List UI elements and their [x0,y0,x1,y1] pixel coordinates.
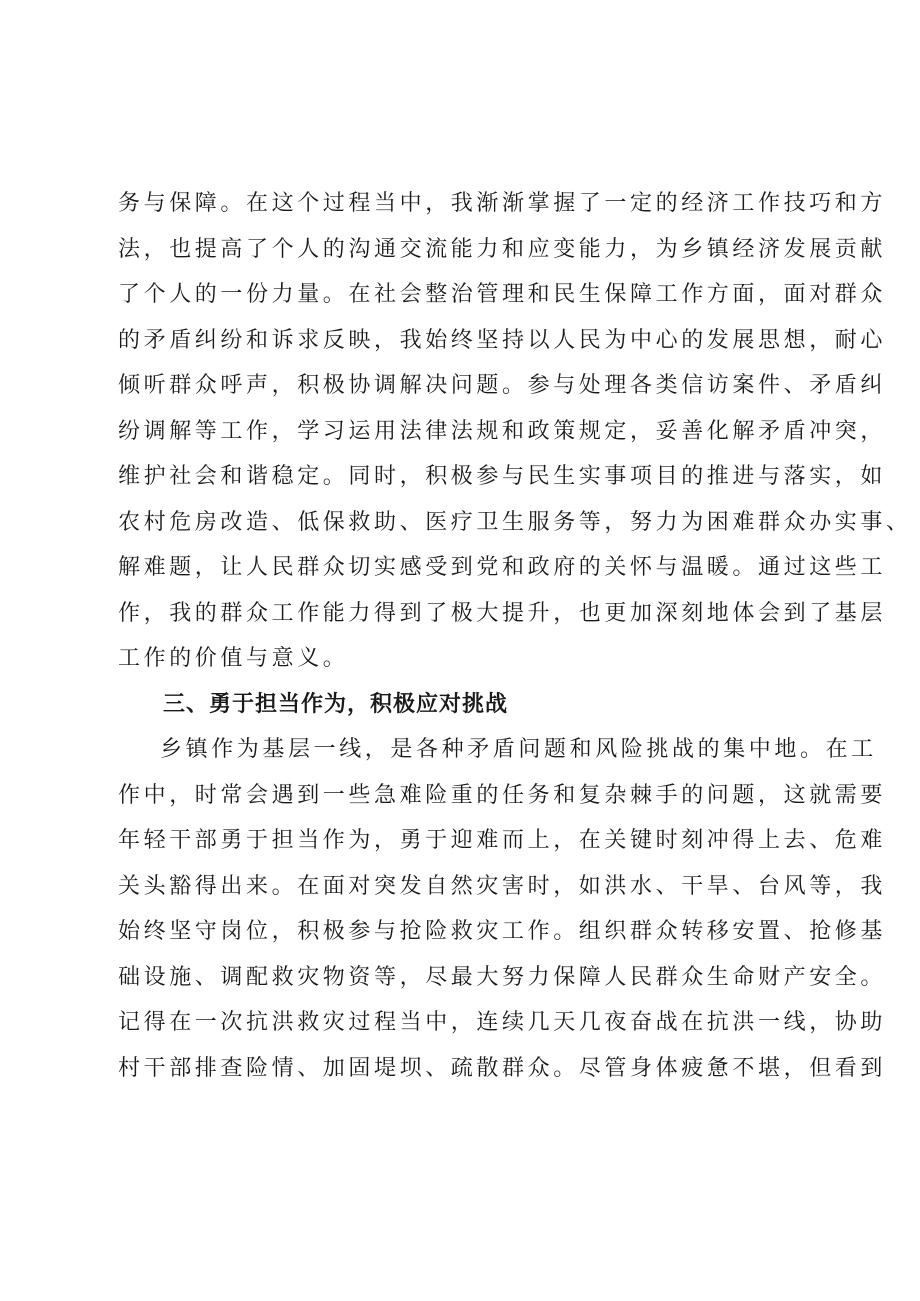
text-line: 年轻干部勇于担当作为，勇于迎难而上，在关键时刻冲得上去、危难 [118,828,887,853]
text-line: 农村危房改造、低保救助、医疗卫生服务等，努力为困难群众办实事、 [118,509,912,535]
text-line: 纷调解等工作，学习运用法律法规和政策规定，妥善化解矛盾冲突， [118,418,887,444]
text-line: 解难题，让人民群众切实感受到党和政府的关怀与温暖。通过这些工 [118,555,887,580]
text-line: 乡镇作为基层一线，是各种矛盾问题和风险挑战的集中地。在工 [160,737,877,762]
text-line: 了个人的一份力量。在社会整治管理和民生保障工作方面，面对群众 [118,282,887,307]
text-line: 础设施、调配救灾物资等，尽最大努力保障人民群众生命财产安全。 [118,964,887,990]
text-line: 记得在一次抗洪救灾过程当中，连续几天几夜奋战在抗洪一线，协助 [118,1010,887,1035]
text-line: 始终坚守岗位，积极参与抢险救灾工作。组织群众转移安置、抢修基 [118,919,887,944]
text-line: 维护社会和谐稳定。同时，积极参与民生实事项目的推进与落实，如 [118,464,887,489]
text-line: 关头豁得出来。在面对突发自然灾害时，如洪水、干旱、台风等，我 [118,873,887,899]
text-line: 的矛盾纠纷和诉求反映，我始终坚持以人民为中心的发展思想，耐心 [118,327,887,353]
text-line: 倾听群众呼声，积极协调解决问题。参与处理各类信访案件、矛盾纠 [118,373,887,398]
text-line: 作中，时常会遇到一些急难险重的任务和复杂棘手的问题，这就需要 [118,782,887,808]
text-line: 务与保障。在这个过程当中，我渐渐掌握了一定的经济工作技巧和方 [118,191,887,216]
section-heading: 三、勇于担当作为，积极应对挑战 [163,691,509,717]
text-line: 工作的价值与意义。 [118,646,349,671]
body-text [118,189,912,1099]
text-line: 村干部排查险情、加固堤坝、疏散群众。尽管身体疲惫不堪，但看到 [118,1055,887,1081]
text-line: 法，也提高了个人的沟通交流能力和应变能力，为乡镇经济发展贡献 [118,236,887,262]
text-line: 作，我的群众工作能力得到了极大提升，也更加深刻地体会到了基层 [118,600,887,626]
